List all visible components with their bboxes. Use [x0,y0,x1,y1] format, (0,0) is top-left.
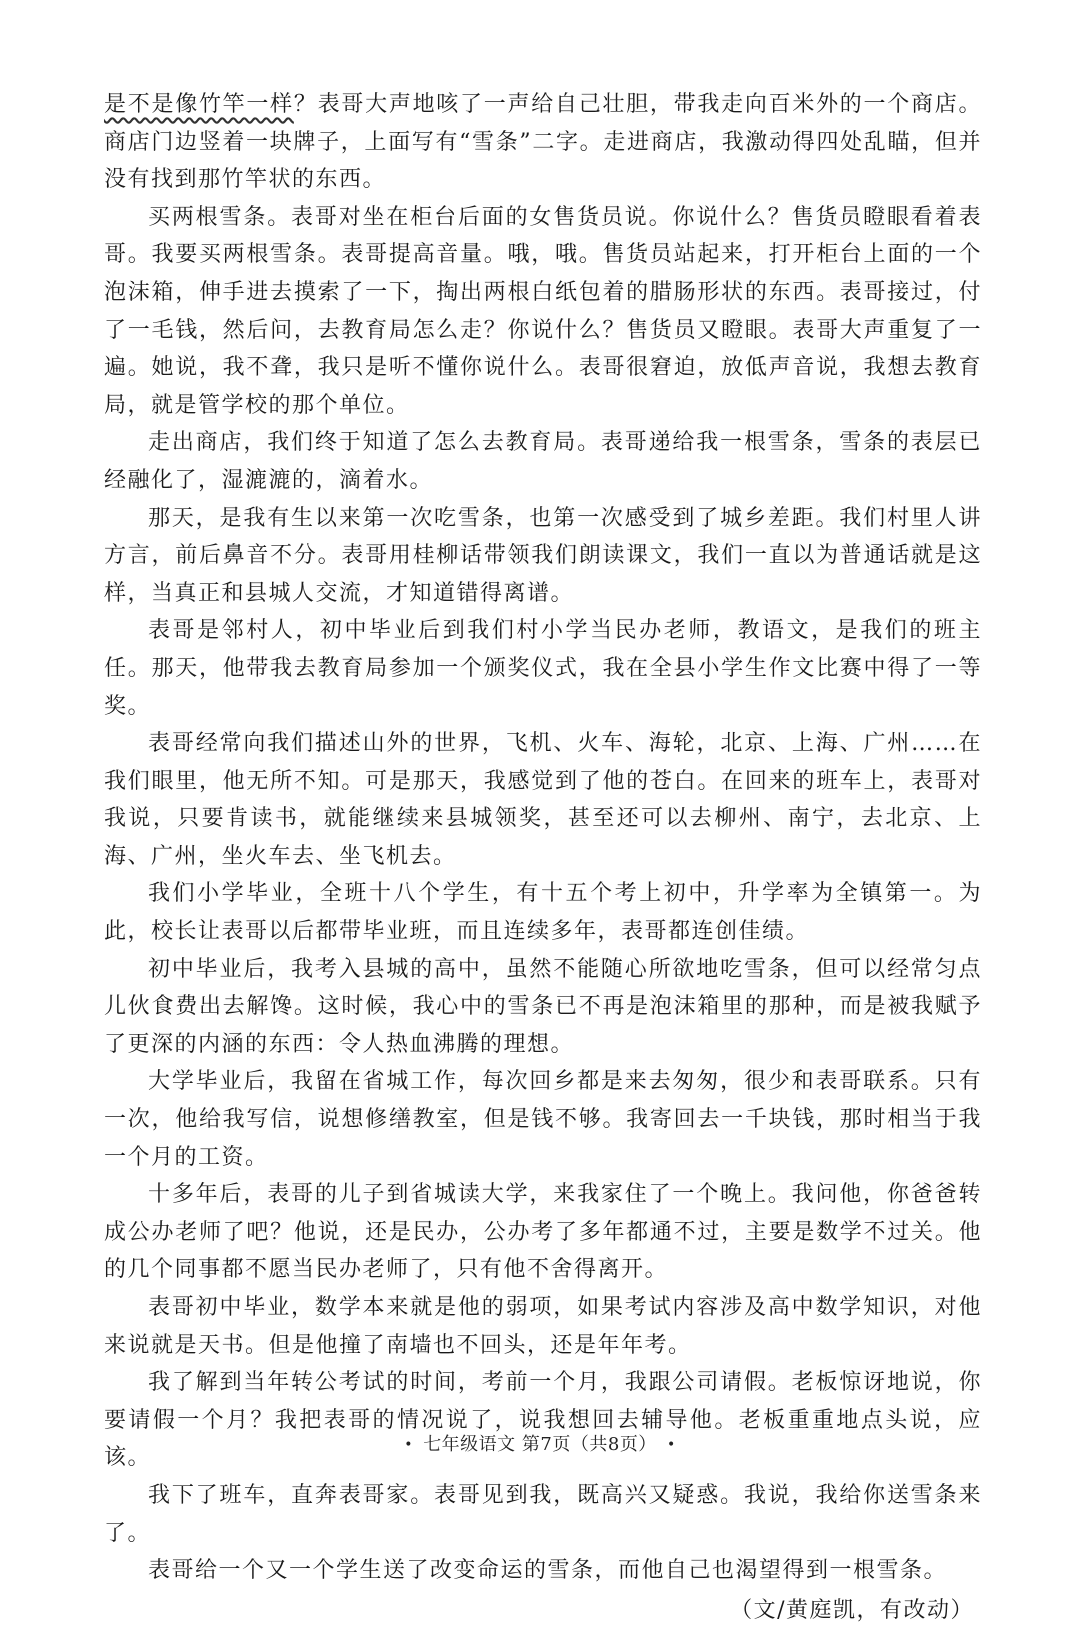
article-paragraph: 表哥给一个又一个学生送了改变命运的雪条，而他自己也渴望得到一根雪条。 [148,1558,948,1584]
article-paragraph: 走出商店，我们终于知道了怎么去教育局。表哥递给我一根雪条，雪条的表层已经融化了，湿漉漉的，滴着水。 [104,430,982,493]
article-paragraph: 初中毕业后，我考入县城的高中，虽然不能随心所欲地吃雪条，但可以经常匀点儿伙食费出去解馋。这时候，我心中的雪条已不再是泡沫箱里的那种，而是被我赋予了更深的内涵的东西：令人热血沸腾的理想。 [104,956,982,1057]
article-source: （文/黄庭凯，有改动） [730,1597,974,1623]
article-paragraph [104,86,982,199]
article-paragraph: 表哥是邻村人，初中毕业后到我们村小学当民办老师，教语文，是我们的班主任。那天，他带我去教育局参加一个颁奖仪式，我在全县小学生作文比赛中得了一等奖。 [104,618,982,719]
article-paragraph: 表哥经常向我们描述山外的世界，飞机、火车、海轮，北京、上海、广州……在我们眼里，他无所不知。可是那天，我感觉到了他的苍白。在回来的班车上，表哥对我说，只要肯读书，就能继续来县城领奖，甚至还可以去柳州、南宁，去北京、上海、广州，坐火车去、坐飞机去。 [104,731,982,869]
article-paragraph: 那天，是我有生以来第一次吃雪条，也第一次感受到了城乡差距。我们村里人讲方言，前后鼻音不分。表哥用桂柳话带领我们朗读课文，我们一直以为普通话就是这样，当真正和县城人交流，才知道错得离谱。 [104,505,982,606]
article-body [104,86,982,1629]
page-footer [0,1430,1080,1456]
bullet-icon: • [404,1437,413,1453]
underlined-phrase: 是不是像竹竿一样 [104,92,294,117]
article-paragraph: 大学毕业后，我留在省城工作，每次回乡都是来去匆匆，很少和表哥联系。只有一次，他给我写信，说想修缮教室，但是钱不够。我寄回去一千块钱，那时相当于我一个月的工资。 [104,1069,982,1170]
article-paragraph: 我了解到当年转公考试的时间，考前一个月，我跟公司请假。老板惊讶地说，你要请假一个月？我把表哥的情况说了，说我想回去辅导他。老板重重地点头说，应该。 [104,1370,982,1471]
article-paragraph: 买两根雪条。表哥对坐在柜台后面的女售货员说。你说什么？售货员瞪眼看着表哥。我要买两根雪条。表哥提高音量。哦，哦。售货员站起来，打开柜台上面的一个泡沫箱，伸手进去摸索了一下，掏出两根白纸包着的腊肠形状的东西。表哥接过，付了一毛钱，然后问，去教育局怎么走？你说什么？售货员又瞪眼。表哥大声重复了一遍。她说，我不聋，我只是听不懂你说什么。表哥很窘迫，放低声音说，我想去教育局，就是管学校的那个单位。 [104,204,982,418]
page-number-label: 七年级语文 第7页（共8页） [423,1434,657,1455]
bullet-icon: • [667,1437,676,1453]
article-paragraph: 表哥初中毕业，数学本来就是他的弱项，如果考试内容涉及高中数学知识，对他来说就是天书。但是他撞了南墙也不回头，还是年年考。 [104,1295,982,1358]
article-paragraph: 十多年后，表哥的儿子到省城读大学，来我家住了一个晚上。我问他，你爸爸转成公办老师了吧？他说，还是民办，公办考了多年都通不过，主要是数学不过关。他的几个同事都不愿当民办老师了，只有他不舍得离开。 [104,1182,982,1283]
article-paragraph: 我下了班车，直奔表哥家。表哥见到我，既高兴又疑惑。我说，我给你送雪条来了。 [104,1482,982,1546]
paragraph-text: ？表哥大声地咳了一声给自己壮胆，带我走向百米外的一个商店。商店门边竖着一块牌子，上面写有“雪条”二字。走进商店，我激动得四处乱瞄，但并没有找到那竹竿状的东西。 [104,92,982,193]
article-paragraph: 我们小学毕业，全班十八个学生，有十五个考上初中，升学率为全镇第一。为此，校长让表哥以后都带毕业班，而且连续多年，表哥都连创佳绩。 [104,881,982,945]
